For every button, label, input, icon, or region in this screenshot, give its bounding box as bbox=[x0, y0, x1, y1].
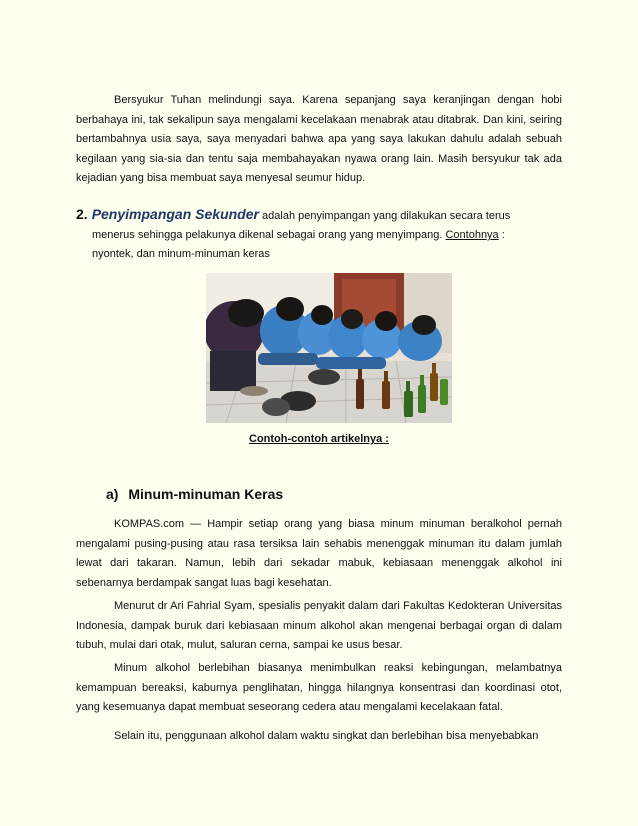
expert-paragraph: Menurut dr Ari Fahrial Syam, spesialis penyakit dalam dari Fakultas Kedokteran Universitas Indonesia, dampak buruk dari kebiasaan minum alkohol akan mengenai berbagai organ di dalam tubuh, mulai dari otak, mulut, saluran cerna, sampai ke usus besar. bbox=[76, 600, 562, 651]
figure-caption: Contoh-contoh artikelnya : bbox=[249, 433, 389, 445]
section-number: 2. bbox=[76, 206, 88, 222]
section-definition-lead: adalah penyimpangan yang dilakukan secara terus bbox=[258, 210, 511, 222]
section-definition-continuation: menerus sehingga pelakunya dikenal sebagai orang yang menyimpang. Contohnya : bbox=[92, 229, 505, 241]
subsection-label: a) bbox=[106, 486, 119, 502]
last-paragraph: Selain itu, penggunaan alkohol dalam waktu singkat dan berlebihan bisa menyebabkan bbox=[114, 730, 539, 742]
section-term: Penyimpangan Sekunder bbox=[91, 206, 259, 222]
subsection-title: Minum-minuman Keras bbox=[128, 486, 284, 502]
subsection-heading bbox=[106, 486, 283, 502]
section-2-heading bbox=[76, 205, 566, 264]
section-examples: nyontek, dan minum-minuman keras bbox=[92, 248, 270, 260]
example-label: Contohnya bbox=[445, 229, 499, 241]
intro-paragraph: Bersyukur Tuhan melindungi saya. Karena sepanjang saya keranjingan dengan hobi berbahaya ini, tak sekalipun saya mengalami kecelakaan menabrak atau ditabrak. Dan kini, seiring bertambahnya usia saya, saya menyadari bahwa apa yang saya lakukan dahulu adalah sebuah kegilaan yang sia-sia dan tentu saja membahayakan nyawa orang lain. Masih bersyukur tak ada kejadian yang bisa membuat saya menyesal seumur hidup. bbox=[76, 94, 562, 184]
kompas-paragraph: KOMPAS.com — Hampir setiap orang yang biasa minum minuman beralkohol pernah mengalami pusing-pusing atau rasa tersiksa lain sehabis menenggak minuman itu dalam jumlah lewat dari takaran. Namun, lebih dari sekadar mabuk, kebiasaan menenggak alkohol ini sebenarnya berdampak sangat luas bagi kesehatan. bbox=[76, 518, 562, 589]
group-photo bbox=[206, 273, 452, 423]
effects-paragraph: Minum alkohol berlebihan biasanya menimbulkan reaksi kebingungan, melambatnya kemampuan bereaksi, kaburnya penglihatan, hingga hilangnya konsentrasi dan koordinasi otot, yang kesemuanya dapat membuat seseorang cedera atau mengalami kecelakaan fatal. bbox=[76, 662, 562, 713]
